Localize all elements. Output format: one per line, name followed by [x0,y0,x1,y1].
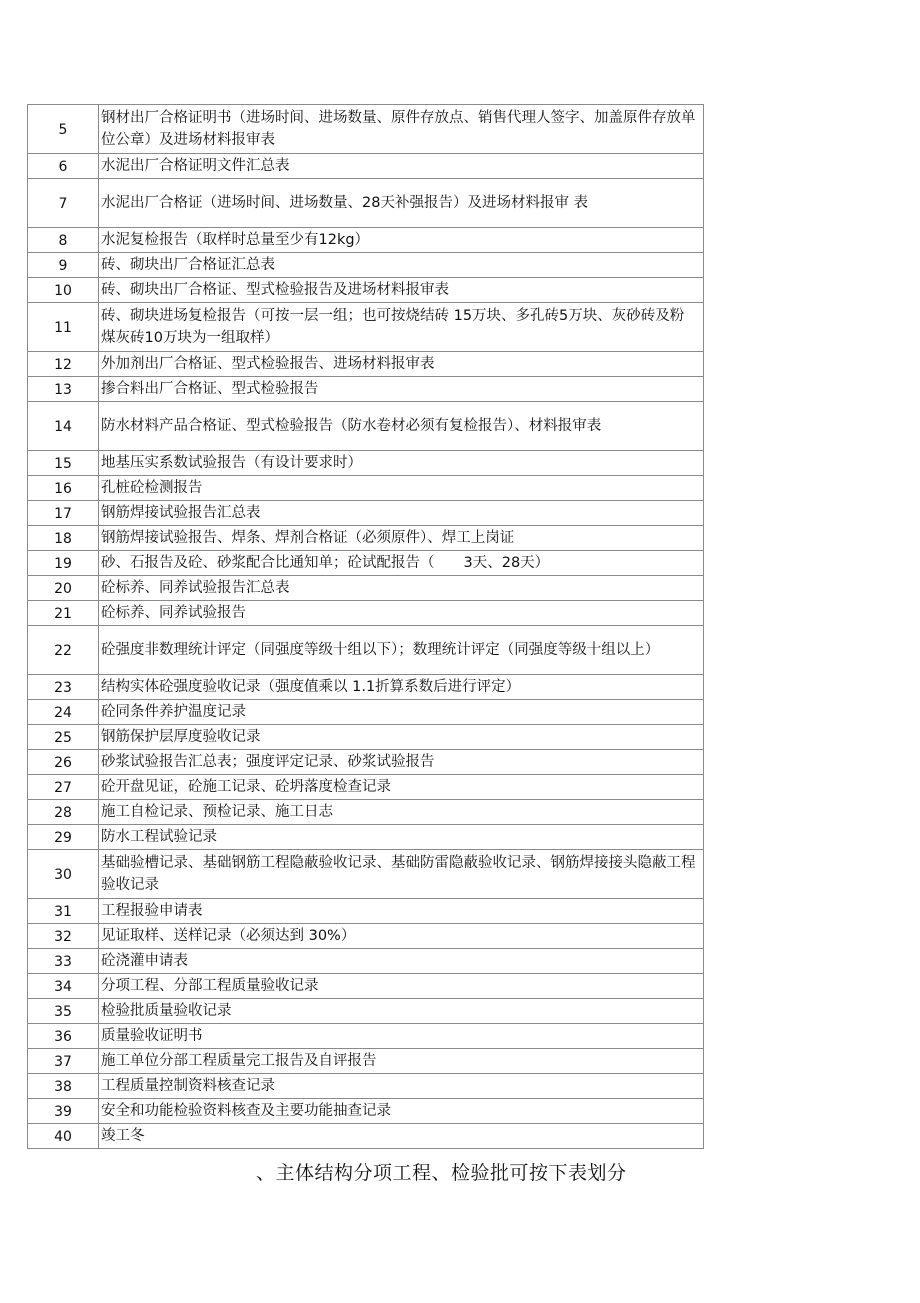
row-description: 安全和功能检验资料核查及主要功能抽查记录 [99,1099,704,1124]
row-description: 工程质量控制资料核查记录 [99,1074,704,1099]
row-number: 27 [28,775,99,800]
row-number: 37 [28,1049,99,1074]
row-number: 19 [28,551,99,576]
row-description: 质量验收证明书 [99,1024,704,1049]
row-number: 15 [28,451,99,476]
row-number: 33 [28,949,99,974]
row-description: 工程报验申请表 [99,899,704,924]
row-number: 16 [28,476,99,501]
table-row [28,1024,704,1049]
checklist-table-body [28,105,704,1149]
table-row [28,179,704,228]
row-description: 外加剂出厂合格证、型式检验报告、进场材料报审表 [99,352,704,377]
section-heading: 、主体结构分项工程、检验批可按下表划分 [256,1162,627,1184]
row-description: 水泥出厂合格证（进场时间、进场数量、28天补强报告）及进场材料报审 表 [99,179,704,228]
row-number: 40 [28,1124,99,1149]
table-row [28,278,704,303]
row-number: 25 [28,725,99,750]
row-description: 砼强度非数理统计评定（同强度等级十组以下）；数理统计评定（同强度等级十组以上） [99,626,704,675]
row-number: 28 [28,800,99,825]
row-number: 34 [28,974,99,999]
row-description: 防水材料产品合格证、型式检验报告（防水卷材必须有复检报告）、材料报审表 [99,402,704,451]
table-row [28,601,704,626]
table-row [28,850,704,899]
table-row [28,228,704,253]
table-row [28,1099,704,1124]
row-number: 20 [28,576,99,601]
table-row [28,800,704,825]
table-row [28,750,704,775]
row-description: 水泥复检报告（取样时总量至少有12kg） [99,228,704,253]
checklist-table [27,104,704,1149]
table-row [28,974,704,999]
table-row [28,303,704,352]
row-description: 砼标养、同养试验报告汇总表 [99,576,704,601]
table-row [28,476,704,501]
row-description: 砖、砌块出厂合格证汇总表 [99,253,704,278]
row-description: 钢材出厂合格证明书（进场时间、进场数量、原件存放点、销售代理人签字、加盖原件存放单位公章）及进场材料报审表 [99,105,704,154]
table-row [28,451,704,476]
row-description: 见证取样、送样记录（必须达到 30%） [99,924,704,949]
table-row [28,775,704,800]
row-number: 11 [28,303,99,352]
table-row [28,402,704,451]
row-description: 砖、砌块进场复检报告（可按一层一组；也可按烧结砖 15万块、多孔砖5万块、灰砂砖及粉煤灰砖10万块为一组取样） [99,303,704,352]
row-description: 防水工程试验记录 [99,825,704,850]
row-number: 7 [28,179,99,228]
row-description: 掺合料出厂合格证、型式检验报告 [99,377,704,402]
table-row [28,700,704,725]
row-description: 检验批质量验收记录 [99,999,704,1024]
row-number: 30 [28,850,99,899]
row-number: 23 [28,675,99,700]
row-number: 29 [28,825,99,850]
table-row [28,526,704,551]
row-number: 24 [28,700,99,725]
row-number: 22 [28,626,99,675]
table-row [28,253,704,278]
row-number: 6 [28,154,99,179]
table-row [28,501,704,526]
row-number: 21 [28,601,99,626]
row-number: 9 [28,253,99,278]
row-description: 竣工冬 [99,1124,704,1149]
table-row [28,576,704,601]
row-description: 钢筋焊接试验报告、焊条、焊剂合格证（必须原件）、焊工上岗证 [99,526,704,551]
table-row [28,825,704,850]
row-description: 砂、石报告及砼、砂浆配合比通知单；砼试配报告（ 3天、28天） [99,551,704,576]
row-description: 地基压实系数试验报告（有设计要求时） [99,451,704,476]
row-number: 5 [28,105,99,154]
row-number: 17 [28,501,99,526]
row-description: 砼标养、同养试验报告 [99,601,704,626]
row-number: 14 [28,402,99,451]
row-description: 孔桩砼检测报告 [99,476,704,501]
row-description: 施工自检记录、预检记录、施工日志 [99,800,704,825]
row-description: 钢筋保护层厚度验收记录 [99,725,704,750]
table-row [28,352,704,377]
row-number: 35 [28,999,99,1024]
table-row [28,154,704,179]
table-row [28,377,704,402]
table-row [28,725,704,750]
row-number: 38 [28,1074,99,1099]
table-row [28,1124,704,1149]
row-number: 36 [28,1024,99,1049]
row-description: 砖、砌块出厂合格证、型式检验报告及进场材料报审表 [99,278,704,303]
table-row [28,105,704,154]
row-description: 钢筋焊接试验报告汇总表 [99,501,704,526]
row-description: 水泥出厂合格证明文件汇总表 [99,154,704,179]
table-row [28,999,704,1024]
row-number: 13 [28,377,99,402]
row-description: 砂浆试验报告汇总表；强度评定记录、砂浆试验报告 [99,750,704,775]
table-row [28,899,704,924]
row-number: 31 [28,899,99,924]
table-row [28,626,704,675]
row-description: 砼开盘见证，砼施工记录、砼坍落度检查记录 [99,775,704,800]
row-description: 砼浇灌申请表 [99,949,704,974]
row-number: 32 [28,924,99,949]
row-description: 分项工程、分部工程质量验收记录 [99,974,704,999]
table-row [28,924,704,949]
row-number: 10 [28,278,99,303]
table-row [28,949,704,974]
row-number: 12 [28,352,99,377]
table-row [28,675,704,700]
row-description: 砼同条件养护温度记录 [99,700,704,725]
row-description: 基础验槽记录、基础钢筋工程隐蔽验收记录、基础防雷隐蔽验收记录、钢筋焊接接头隐蔽工程验收记录 [99,850,704,899]
row-number: 8 [28,228,99,253]
table-row [28,551,704,576]
table-row [28,1049,704,1074]
table-row [28,1074,704,1099]
row-number: 18 [28,526,99,551]
row-description: 结构实体砼强度验收记录（强度值乘以 1.1折算系数后进行评定） [99,675,704,700]
row-number: 26 [28,750,99,775]
row-number: 39 [28,1099,99,1124]
row-description: 施工单位分部工程质量完工报告及自评报告 [99,1049,704,1074]
